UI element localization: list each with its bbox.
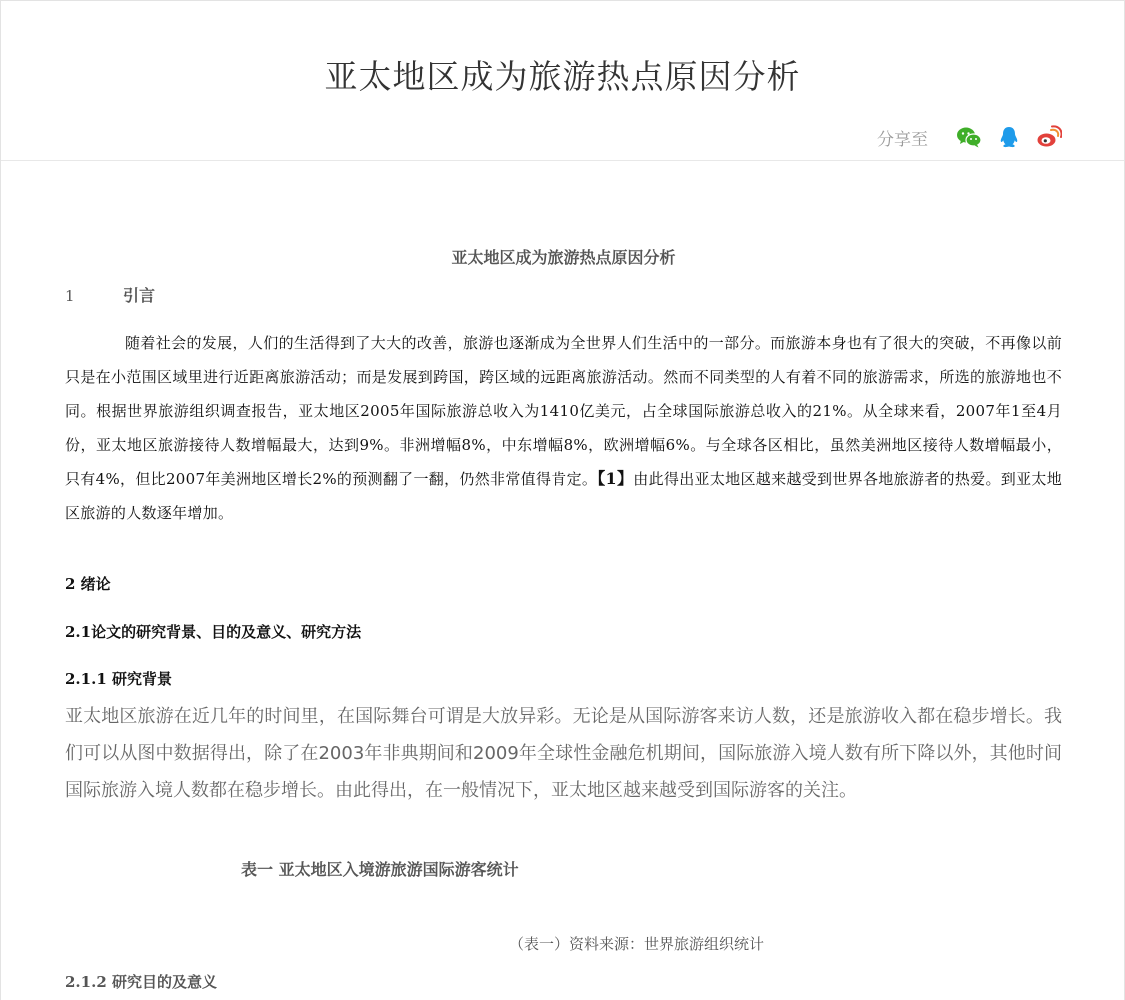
heading-2-1-1: 2.1.1 研究背景 xyxy=(65,670,172,688)
section-heading-intro xyxy=(65,283,155,306)
weibo-icon[interactable] xyxy=(1036,125,1062,149)
section-title: 引言 xyxy=(123,286,156,305)
intro-paragraph xyxy=(65,326,1062,530)
section-number: 1 xyxy=(65,287,75,305)
citation-marker: 【1】 xyxy=(597,469,634,488)
intro-text-end: 由此得出亚太地区越来越受到世界各地旅游者的热爱。到亚太地区旅游的人数逐年增加。 xyxy=(65,470,1062,522)
heading-2-1: 2.1论文的研究背景、目的及意义、研究方法 xyxy=(65,623,362,641)
table-source: （表一）资料来源：世界旅游组织统计 xyxy=(509,935,765,953)
share-label: 分享至 xyxy=(877,129,928,150)
article-header xyxy=(1,1,1124,161)
table-caption: 表一 亚太地区入境游旅游国际游客统计 xyxy=(241,860,519,879)
heading-2: 2 绪论 xyxy=(65,575,111,593)
document-title: 亚太地区成为旅游热点原因分析 xyxy=(451,248,676,267)
intro-text: 随着社会的发展，人们的生活得到了大大的改善，旅游也逐渐成为全世界人们生活中的一部分。而旅游本身也有了很大的突破，不再像以前只是在小范围区域里进行近距离旅游活动；而是发展到跨国，跨区域的远距离旅游活动。然而不同类型的人有着不同的旅游需求，所选的旅游地也不同。根据世界旅游组织调查报告，亚太地区2005年国际旅游总收入为1410亿美元，占全球国际旅游总收入的21%。从全球来看，2007年1至4月份，亚太地区旅游接待人数增幅最大，达到9%。非洲增幅8%，中东增幅8%，欧洲增幅6%。与全球各区相比，虽然美洲地区接待人数增幅最小，只有4%，但比2007年美洲地区增长2%的预测翻了一翻，仍然非常值得肯定。 xyxy=(65,334,1062,488)
background-paragraph: 亚太地区旅游在近几年的时间里，在国际舞台可谓是大放异彩。无论是从国际游客来访人数，还是旅游收入都在稳步增长。我们可以从图中数据得出，除了在2003年非典期间和2009年全球性金融危机期间，国际旅游入境人数有所下降以外，其他时间国际旅游入境人数都在稳步增长。由此得出，在一般情况下，亚太地区越来越受到国际游客的关注。 xyxy=(65,706,1062,801)
qq-icon[interactable] xyxy=(996,125,1022,149)
page-title: 亚太地区成为旅游热点原因分析 xyxy=(324,57,801,96)
share-bar xyxy=(877,123,1062,151)
wechat-icon[interactable] xyxy=(956,125,982,149)
heading-2-1-2: 2.1.2 研究目的及意义 xyxy=(65,973,217,991)
